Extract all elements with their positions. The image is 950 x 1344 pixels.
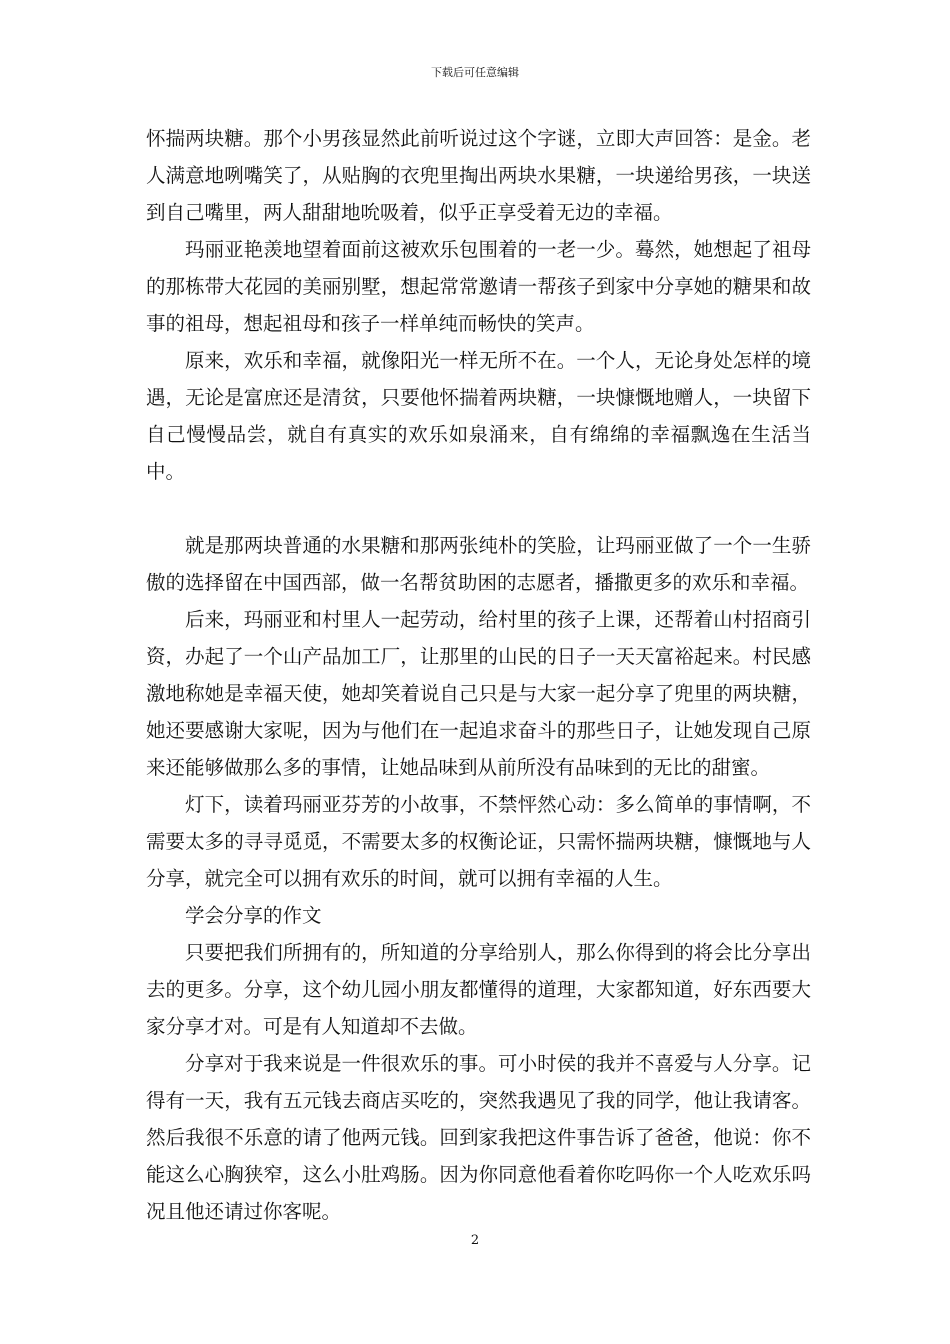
paragraph-sharing-story: 分享对于我来说是一件很欢乐的事。可小时侯的我并不喜爱与人分享。记得有一天，我有五元钱去商店买吃的，突然我遇见了我的同学，他让我请客。然后我很不乐意的请了他两元钱。回到家我把这件事告诉了爸爸，他说：你不能这么心胸狭窄，这么小肚鸡肠。因为你同意他看着你吃吗你一个人吃欢乐吗况且他还请过你客呢。 bbox=[146, 1052, 811, 1223]
page-number: 2 bbox=[470, 1233, 480, 1248]
paragraph-later: 后来，玛丽亚和村里人一起劳动，给村里的孩子上课，还帮着山村招商引资，办起了一个山产品加工厂，让那里的山民的日子一天天富裕起来。村民感激地称她是幸福天使，她却笑着说自己只是与大家一起分享了兜里的两块糖，她还要感谢大家呢，因为与他们在一起追求奋斗的那些日子，让她发现自己原来还能够做那么多的事情，让她品味到从前所没有品味到的无比的甜蜜。 bbox=[146, 608, 811, 779]
section-heading: 学会分享的作文 bbox=[185, 904, 322, 927]
document-body bbox=[146, 120, 811, 1230]
page-header-note: 下载后可任意编辑 bbox=[431, 66, 519, 79]
paragraph-maria-envy: 玛丽亚艳羡地望着面前这被欢乐包围着的一老一少。蓦然，她想起了祖母的那栋带大花园的美丽别墅，想起常常邀请一帮孩子到家中分享她的糖果和故事的祖母，想起祖母和孩子一样单纯而畅快的笑声。 bbox=[146, 238, 811, 335]
paragraph-continuation: 怀揣两块糖。那个小男孩显然此前听说过这个字谜，立即大声回答：是金。老人满意地咧嘴笑了，从贴胸的衣兜里掏出两块水果糖，一块递给男孩，一块送到自己嘴里，两人甜甜地吮吸着，似乎正享受着无边的幸福。 bbox=[146, 127, 811, 224]
paragraph-spacer bbox=[146, 490, 811, 527]
paragraph-reflection: 灯下，读着玛丽亚芬芳的小故事，不禁怦然心动：多么简单的事情啊，不需要太多的寻寻觅觅，不需要太多的权衡论证，只需怀揣两块糖，慷慨地与人分享，就完全可以拥有欢乐的时间，就可以拥有幸福的人生。 bbox=[146, 793, 811, 890]
paragraph-choice: 就是那两块普通的水果糖和那两张纯朴的笑脸，让玛丽亚做了一个一生骄傲的选择留在中国西部，做一名帮贫助困的志愿者，播撒更多的欢乐和幸福。 bbox=[146, 534, 811, 594]
paragraph-happiness-everywhere: 原来，欢乐和幸福，就像阳光一样无所不在。一个人，无论身处怎样的境遇，无论是富庶还是清贫，只要他怀揣着两块糖，一块慷慨地赠人，一块留下自己慢慢品尝，就自有真实的欢乐如泉涌来，自有绵绵的幸福飘逸在生活当中。 bbox=[146, 349, 811, 483]
paragraph-sharing-intro: 只要把我们所拥有的，所知道的分享给别人，那么你得到的将会比分享出去的更多。分享，这个幼儿园小朋友都懂得的道理，大家都知道，好东西要大家分享才对。可是有人知道却不去做。 bbox=[146, 941, 811, 1038]
